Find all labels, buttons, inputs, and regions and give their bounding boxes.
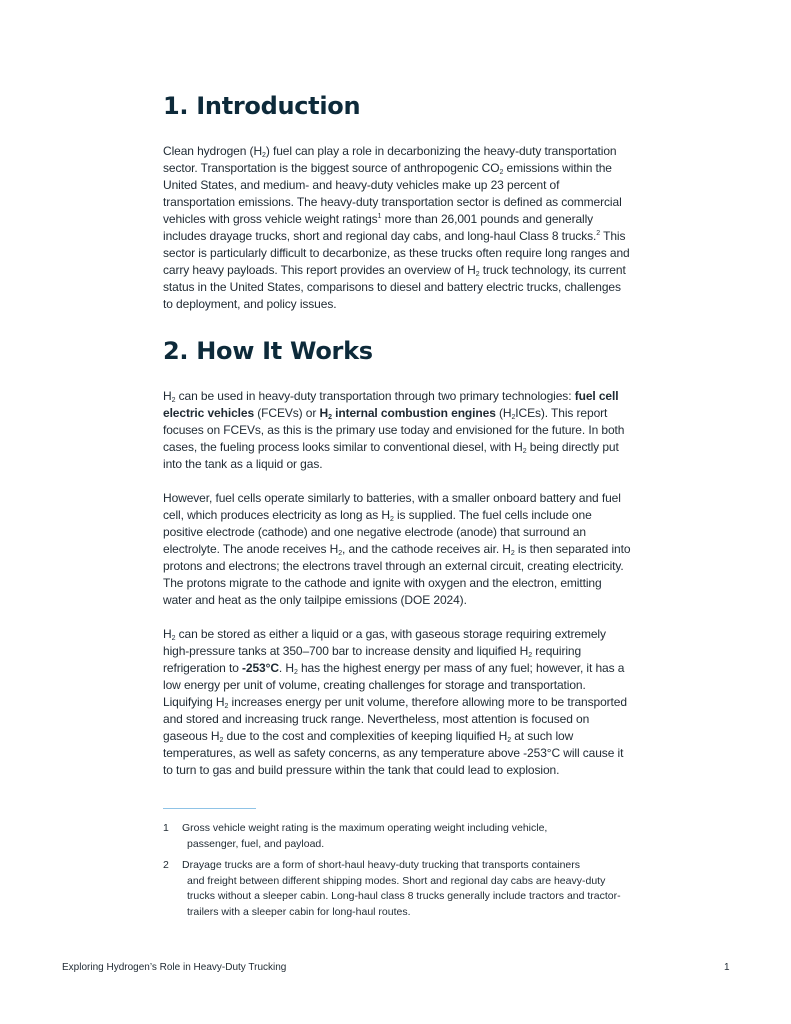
bold-text: internal combustion engines xyxy=(331,406,496,420)
intro-paragraph xyxy=(163,143,633,313)
subscript-text: 2 xyxy=(475,271,480,278)
footnote-text-continued: and freight between different shipping modes. Short and regional day cabs are heavy-duty trucks without a sleeper cabin. Long-haul class 8 trucks generally include tractors and tractor-trailers with a sleeper cabin for long-haul routes. xyxy=(187,874,621,918)
footnote-number: 1 xyxy=(163,822,169,834)
text-run: H xyxy=(163,627,172,641)
subscript-text: 2 xyxy=(171,397,176,404)
text-run: ) fuel can play a role in decarbonizing the heavy-duty transportation sector. Transportation is the biggest source of anthropogenic CO xyxy=(163,144,617,175)
footnote-reference: 2 xyxy=(596,230,601,237)
text-run: can be stored as either a liquid or a gas, with gaseous storage requiring extremely high-pressure tanks at 350–700 bar to increase density and liquified H xyxy=(163,627,606,658)
footnote-2 xyxy=(163,858,633,920)
subscript-text: 2 xyxy=(510,550,515,557)
subscript-text: 2 xyxy=(528,652,533,659)
emphasis xyxy=(332,406,496,420)
text-run: emissions within the United States, and medium- and heavy-duty vehicles make up 23 percent of transportation emissions. The heavy-duty transportation sector is defined as commercial vehicles with gross vehicle weight ratings xyxy=(163,161,622,226)
text-run: has the highest energy per mass of any fuel; however, it has a low energy per unit of volume, creating challenges for storage and transportation. Liquifying H xyxy=(163,661,625,709)
how-it-works-paragraph-2 xyxy=(163,490,633,609)
text-run: H xyxy=(163,389,172,403)
footer-page-number: 1 xyxy=(724,962,730,973)
emphasis xyxy=(242,661,279,675)
footnote-1 xyxy=(163,821,633,852)
text-run: can be used in heavy-duty transportation through two primary technologies: xyxy=(175,389,575,403)
text-run: truck technology, its current status in the United States, comparisons to diesel and battery electric trucks, challenges to deployment, and policy issues. xyxy=(163,263,626,311)
emphasis xyxy=(320,406,329,420)
bold-text: -253°C xyxy=(242,661,279,675)
text-run: more than 26,001 pounds and generally includes drayage trucks, short and regional day cabs, and long-haul Class 8 trucks. xyxy=(163,212,597,243)
subscript-text: 2 xyxy=(389,516,394,523)
footnotes xyxy=(163,821,633,926)
text-run: Clean hydrogen (H xyxy=(163,144,263,158)
footer-document-title: Exploring Hydrogen’s Role in Heavy-Duty Trucking xyxy=(62,962,287,973)
section-heading-introduction: 1. Introduction xyxy=(163,92,361,120)
text-run: (H xyxy=(495,406,512,420)
text-run: ICEs). This report focuses on FCEVs, as this is the primary use today and envisioned for the future. In both cases, the fueling process looks similar to conventional diesel, with H xyxy=(163,406,625,454)
footnote-number: 2 xyxy=(163,859,169,871)
text-run: requiring refrigeration to xyxy=(163,644,582,675)
text-run: at such low temperatures, as well as safety concerns, as any temperature above -253°C will cause it to turn to gas and build pressure within the tank that could lead to explosion. xyxy=(163,729,624,777)
footnote-text: Gross vehicle weight rating is the maximum operating weight including vehicle, xyxy=(182,822,548,834)
how-it-works-paragraph-3 xyxy=(163,626,633,779)
bold-text: fuel cell electric vehicles xyxy=(163,389,619,420)
text-run: , and the cathode receives air. H xyxy=(342,542,511,556)
subscript-text: 2 xyxy=(511,414,516,421)
footnote-reference: 1 xyxy=(377,213,382,220)
text-run: This sector is particularly difficult to decarbonize, as these trucks often require long ranges and carry heavy payloads. This report provides an overview of H xyxy=(163,229,630,277)
text-run: (FCEVs) or xyxy=(254,406,320,420)
bold-text: H xyxy=(319,406,329,420)
text-run: due to the cost and complexities of keeping liquified H xyxy=(223,729,508,743)
subscript-text: 2 xyxy=(224,703,229,710)
text-run: being directly put into the tank as a liquid or gas. xyxy=(163,440,619,471)
footnote-divider xyxy=(163,808,256,809)
section-heading-how-it-works: 2. How It Works xyxy=(163,337,373,365)
text-run: is supplied. The fuel cells include one positive electrode (cathode) and one negative electrode (anode) that surround an electrolyte. The anode receives H xyxy=(163,508,592,556)
subscript-text: 2 xyxy=(328,414,332,421)
subscript-text: 2 xyxy=(499,169,504,176)
subscript-text: 2 xyxy=(293,669,298,676)
body-content xyxy=(163,90,633,779)
subscript-text: 2 xyxy=(522,448,527,455)
subscript-text: 2 xyxy=(219,737,224,744)
subscript-text: 2 xyxy=(171,635,176,642)
text-run: increases energy per unit volume, therefore allowing more to be transported and stored and increasing truck range. Nevertheless, most attention is focused on gaseous H xyxy=(163,695,627,743)
text-run: is then separated into protons and electrons; the electrons travel through an external circuit, creating electricity. The protons migrate to the cathode and ignite with oxygen and the electron, emitting water and heat as the only tailpipe emissions (DOE 2024). xyxy=(163,542,631,607)
footnote-text: Drayage trucks are a form of short-haul heavy-duty trucking that transports containers xyxy=(182,859,581,871)
text-run: However, fuel cells operate similarly to batteries, with a smaller onboard battery and fuel cell, which produces electricity as long as H xyxy=(163,491,621,522)
how-it-works-paragraph-1 xyxy=(163,388,633,473)
footnote-text-continued: passenger, fuel, and payload. xyxy=(187,837,325,850)
subscript-text: 2 xyxy=(507,737,511,744)
subscript-text: 2 xyxy=(262,152,266,159)
text-run: . H xyxy=(278,661,294,675)
subscript-text: 2 xyxy=(338,550,343,557)
